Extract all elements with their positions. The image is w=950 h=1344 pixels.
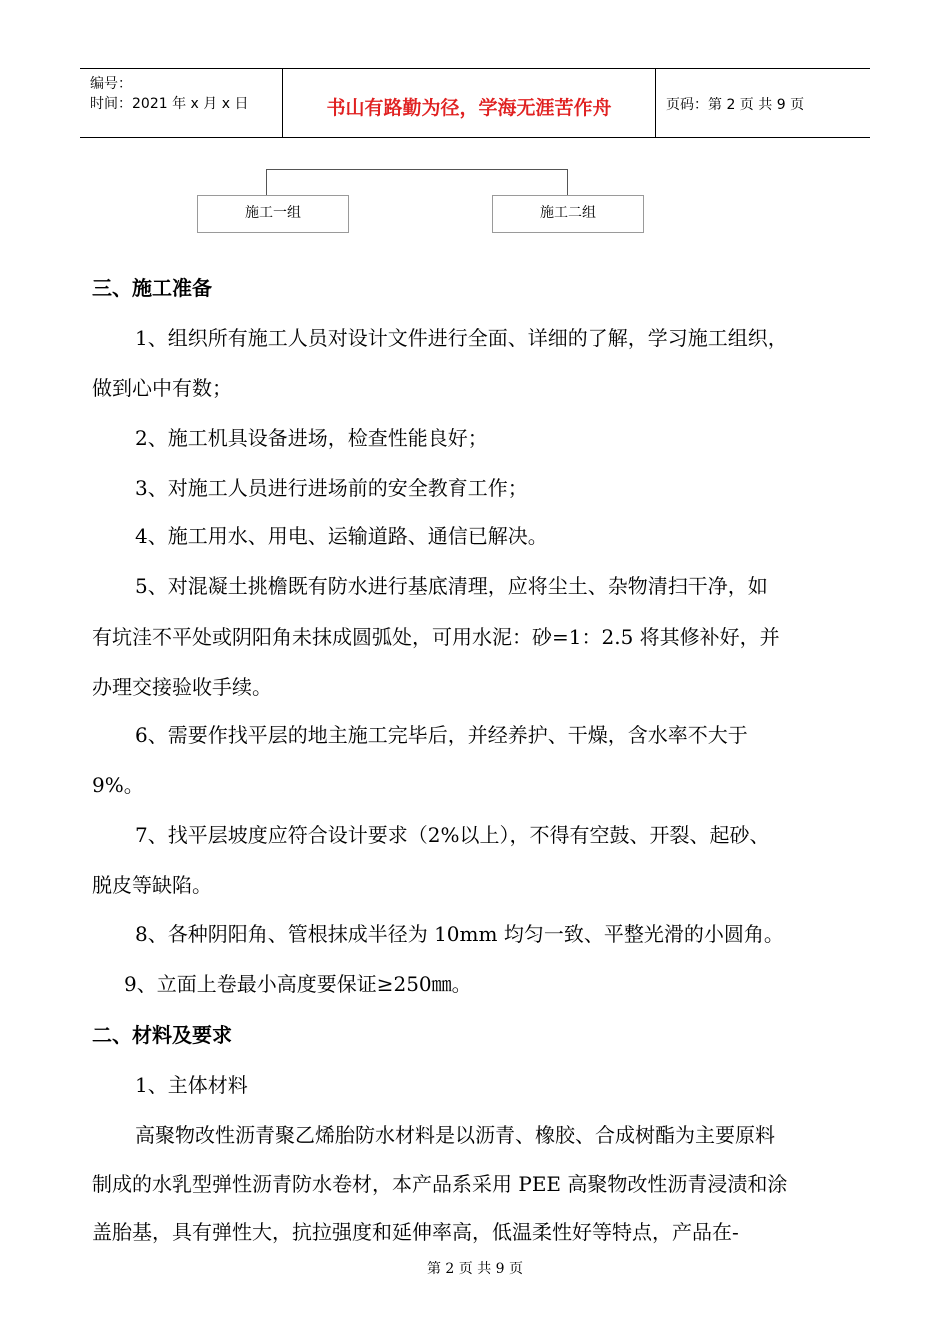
page-footer: 第 2 页 共 9 页 [426,1261,524,1277]
paragraph-line: 5、对混凝土挑檐既有防水进行基底清理，应将尘土、杂物清扫干净，如 [135,574,768,598]
page-header [80,68,870,138]
paragraph-line: 做到心中有数； [92,376,232,400]
paragraph-line: 3、对施工人员进行进场前的安全教育工作； [135,476,528,500]
paragraph-line: 9%。 [92,773,144,797]
paragraph-line: 盖胎基，具有弹性大，抗拉强度和延伸率高，低温柔性好等特点，产品在- [92,1220,739,1244]
paragraph-line: 办理交接验收手续。 [92,675,272,699]
header-meta-cell [80,69,282,137]
org-chart-connector [567,169,568,195]
paragraph-line: 6、需要作找平层的地主施工完毕后，并经养护、干燥，含水率不大于 [135,723,748,747]
subsection-heading: 1、主体材料 [135,1073,248,1097]
paragraph-line: 7、找平层坡度应符合设计要求（2%以上），不得有空鼓、开裂、起砂、 [135,823,770,847]
header-motto-cell [282,69,656,137]
header-motto: 书山有路勤为径，学海无涯苦作舟 [326,97,612,119]
section-heading-materials: 二、材料及要求 [92,1023,232,1047]
org-box-group-1: 施工一组 [197,195,349,233]
paragraph-line: 制成的水乳型弹性沥青防水卷材，本产品系采用 PEE 高聚物改性沥青浸渍和涂 [92,1172,788,1196]
header-page-number: 页码：第 2 页 共 9 页 [666,97,805,113]
org-chart-connector [266,169,267,195]
paragraph-line: 2、施工机具设备进场，检查性能良好； [135,426,488,450]
paragraph-line: 高聚物改性沥青聚乙烯胎防水材料是以沥青、橡胶、合成树酯为主要原料 [135,1123,775,1147]
paragraph-line: 有坑洼不平处或阴阳角未抹成圆弧处，可用水泥：砂=1：2.5 将其修补好，并 [92,625,780,649]
paragraph-line: 9、立面上卷最小高度要保证≥250㎜。 [124,972,472,996]
doc-time-label: 时间：2021 年 x 月 x 日 [90,96,249,112]
paragraph-line: 1、组织所有施工人员对设计文件进行全面、详细的了解，学习施工组织， [135,326,788,350]
org-box-group-2: 施工二组 [492,195,644,233]
paragraph-line: 4、施工用水、用电、运输道路、通信已解决。 [135,524,548,548]
header-page-cell [656,69,870,137]
paragraph-line: 8、各种阴阳角、管根抹成半径为 10mm 均匀一致、平整光滑的小圆角。 [135,922,784,946]
org-chart-connector [266,169,568,170]
paragraph-line: 脱皮等缺陷。 [92,873,212,897]
doc-number-label: 编号： [90,76,132,92]
section-heading-preparation: 三、施工准备 [92,276,212,300]
